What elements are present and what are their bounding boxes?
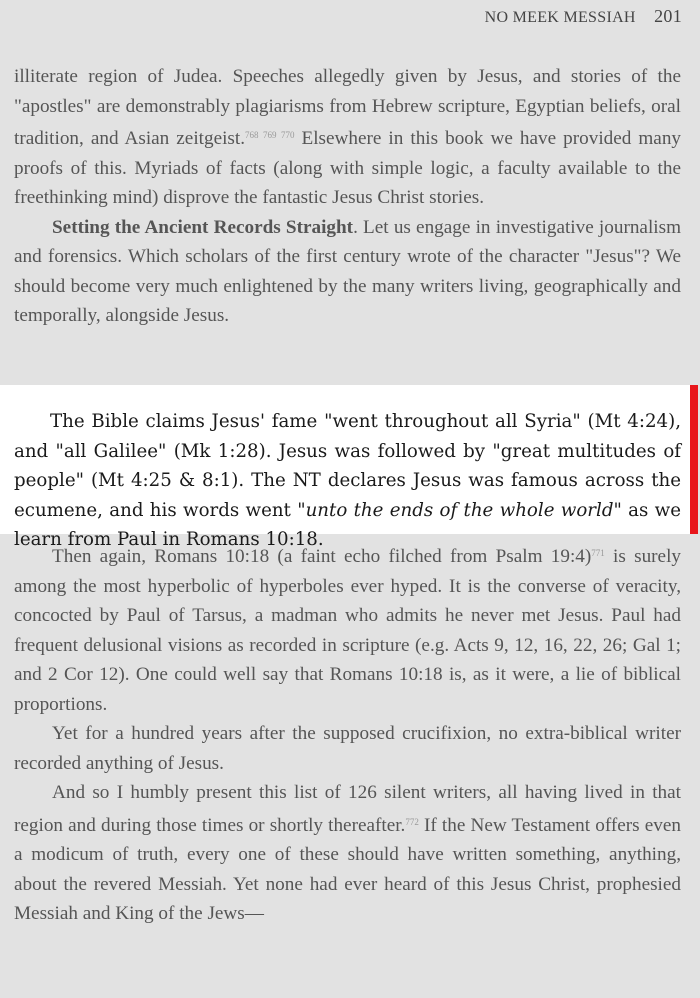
footnote-ref: 772 — [405, 816, 419, 827]
paragraph-text: Then again, Romans 10:18 (a faint echo filched from Psalm 19:4) — [52, 546, 592, 567]
highlighted-passage — [0, 385, 698, 551]
page-header — [485, 6, 682, 27]
section-lead: Setting the Ancient Records Straight — [52, 216, 354, 238]
paragraph-text: illiterate region of Judea. Speeches allegedly given by Jesus, and stories of the "apostles" are demonstrably plagiarisms from Hebrew scripture, Egyptian beliefs, oral tradition, and Asian zeitgeist. — [14, 66, 681, 149]
paragraph-text: is surely among the most hyperbolic of hyperboles ever hyped. It is the converse of veracity, concocted by Paul of Tarsus, a madman who admits he never met Jesus. Paul had frequent delusional visions as recorded in scripture (e.g. Acts 9, 12, 16, 22, 26; Gal 1; and 2 Cor 12). One could well say that Romans 10:18 is, as it were, a lie of biblical proportions. — [14, 546, 681, 715]
paragraph-text: Elsewhere in this book we have provided many proofs of this. Myriads of facts (along with simple logic, a faculty available to the freethinking mind) disprove the fantastic Jesus Christ stories. — [14, 128, 682, 208]
highlight-text — [14, 407, 681, 555]
highlight-text-main: The Bible claims Jesus' fame "went throughout all Syria" (Mt 4:24), and "all Galilee" (Mk 1:28). Jesus was followed by "great multitudes of people" (Mt 4:25 & 8:1). The NT declares Jesus was famous across the ecumene, and his words went " — [14, 411, 681, 521]
footnote-refs: 768 769 770 — [245, 130, 295, 140]
running-title: NO MEEK MESSIAH — [484, 9, 636, 26]
paragraph — [14, 539, 681, 719]
paragraph-text: . Let us engage in investigative journalism and forensics. Which scholars of the first century wrote of the character "Jesus"? We should become very much enlightened by the many writers living, geographically and temporally, alongside Jesus. — [14, 216, 681, 326]
text-block-bottom — [14, 539, 681, 929]
paragraph-text: And so I humbly present this list of 126 silent writers, all having lived in that region and during those times or shortly thereafter. — [14, 782, 681, 836]
paragraph — [14, 213, 681, 331]
paragraph-text: Yet for a hundred years after the supposed crucifixion, no extra-biblical writer recorded anything of Jesus. — [14, 723, 681, 774]
highlight-italic: unto the ends of the whole world — [305, 499, 614, 521]
text-block-top — [14, 62, 681, 331]
footnote-ref: 771 — [591, 548, 605, 558]
page-number: 201 — [654, 6, 682, 26]
paragraph — [14, 62, 681, 213]
paragraph — [14, 719, 681, 778]
paragraph — [14, 778, 681, 929]
highlight-tail: " as we learn from Paul in Romans 10:18. — [14, 499, 682, 551]
paragraph-text: If the New Testament offers even a modicum of truth, every one of these should have written something, anything, about the revered Messiah. Yet none had ever heard of this Jesus Christ, prophesied Messiah and King of the Jews— — [14, 814, 681, 924]
